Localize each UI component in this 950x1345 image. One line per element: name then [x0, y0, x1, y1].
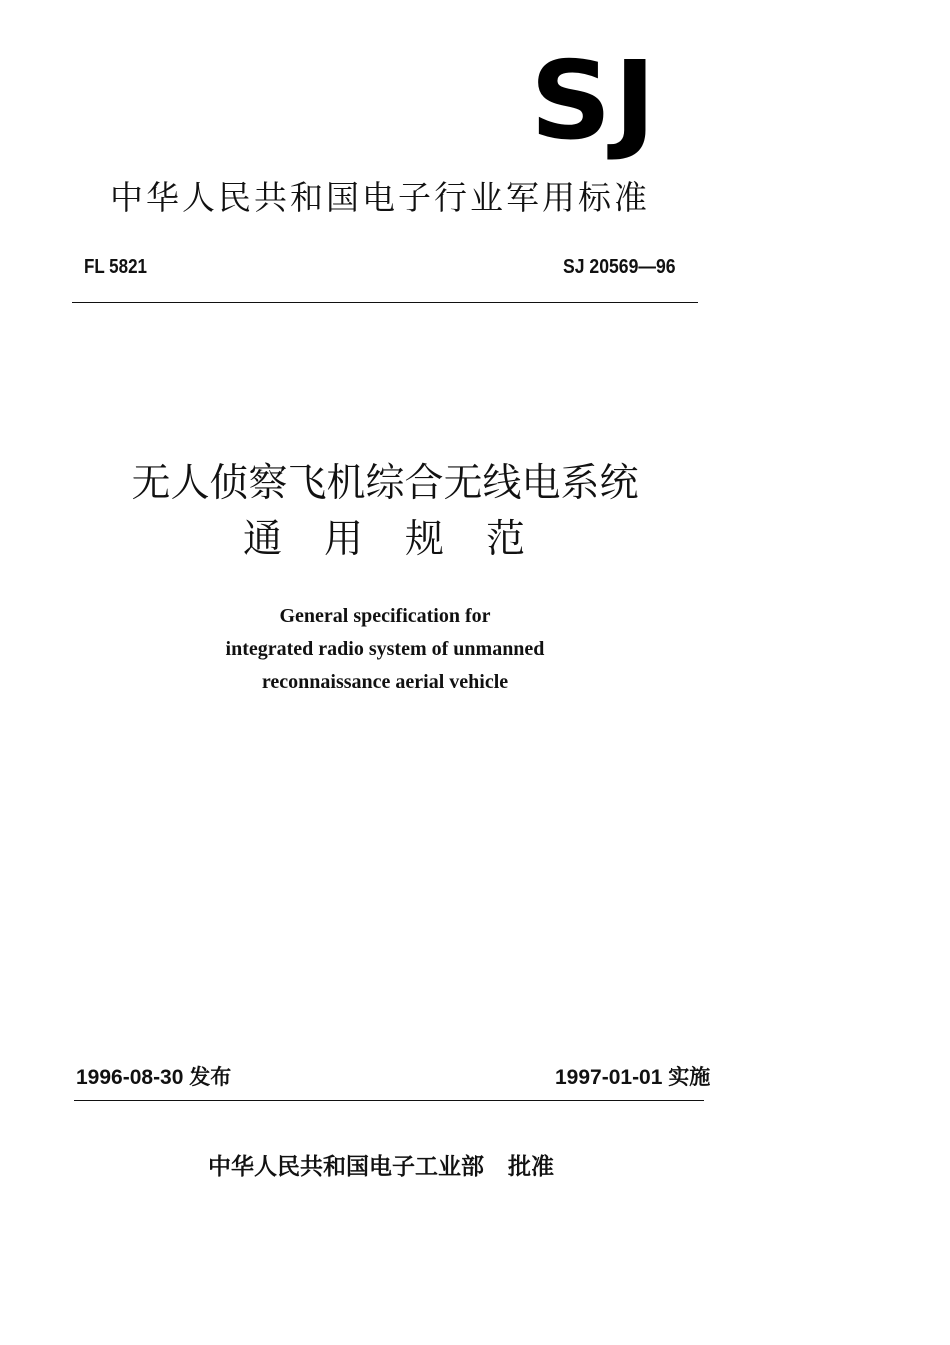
classification-code: FL 5821	[84, 256, 148, 278]
title-cn-line2: 通用规范	[242, 517, 567, 562]
standard-category: 中华人民共和国电子行业军用标准	[110, 178, 650, 217]
title-en	[0, 600, 770, 699]
title-en-line2: integrated radio system of unmanned	[225, 638, 545, 660]
sj-logo: SJ	[530, 39, 659, 164]
bottom-divider	[74, 1100, 704, 1101]
approval-action: 批准	[508, 1154, 554, 1180]
title-en-line1: General specification for	[279, 605, 491, 627]
standard-number: SJ 20569—96	[563, 256, 676, 278]
issue-date: 1996-08-30 发布	[76, 1066, 232, 1089]
title-cn-line1: 无人侦察飞机综合无线电系统	[131, 461, 639, 506]
approval-line	[208, 1148, 554, 1181]
approving-authority: 中华人民共和国电子工业部	[208, 1154, 484, 1180]
title-en-line3: reconnaissance aerial vehicle	[261, 671, 509, 693]
implement-date: 1997-01-01 实施	[555, 1066, 711, 1089]
top-divider	[72, 302, 698, 303]
